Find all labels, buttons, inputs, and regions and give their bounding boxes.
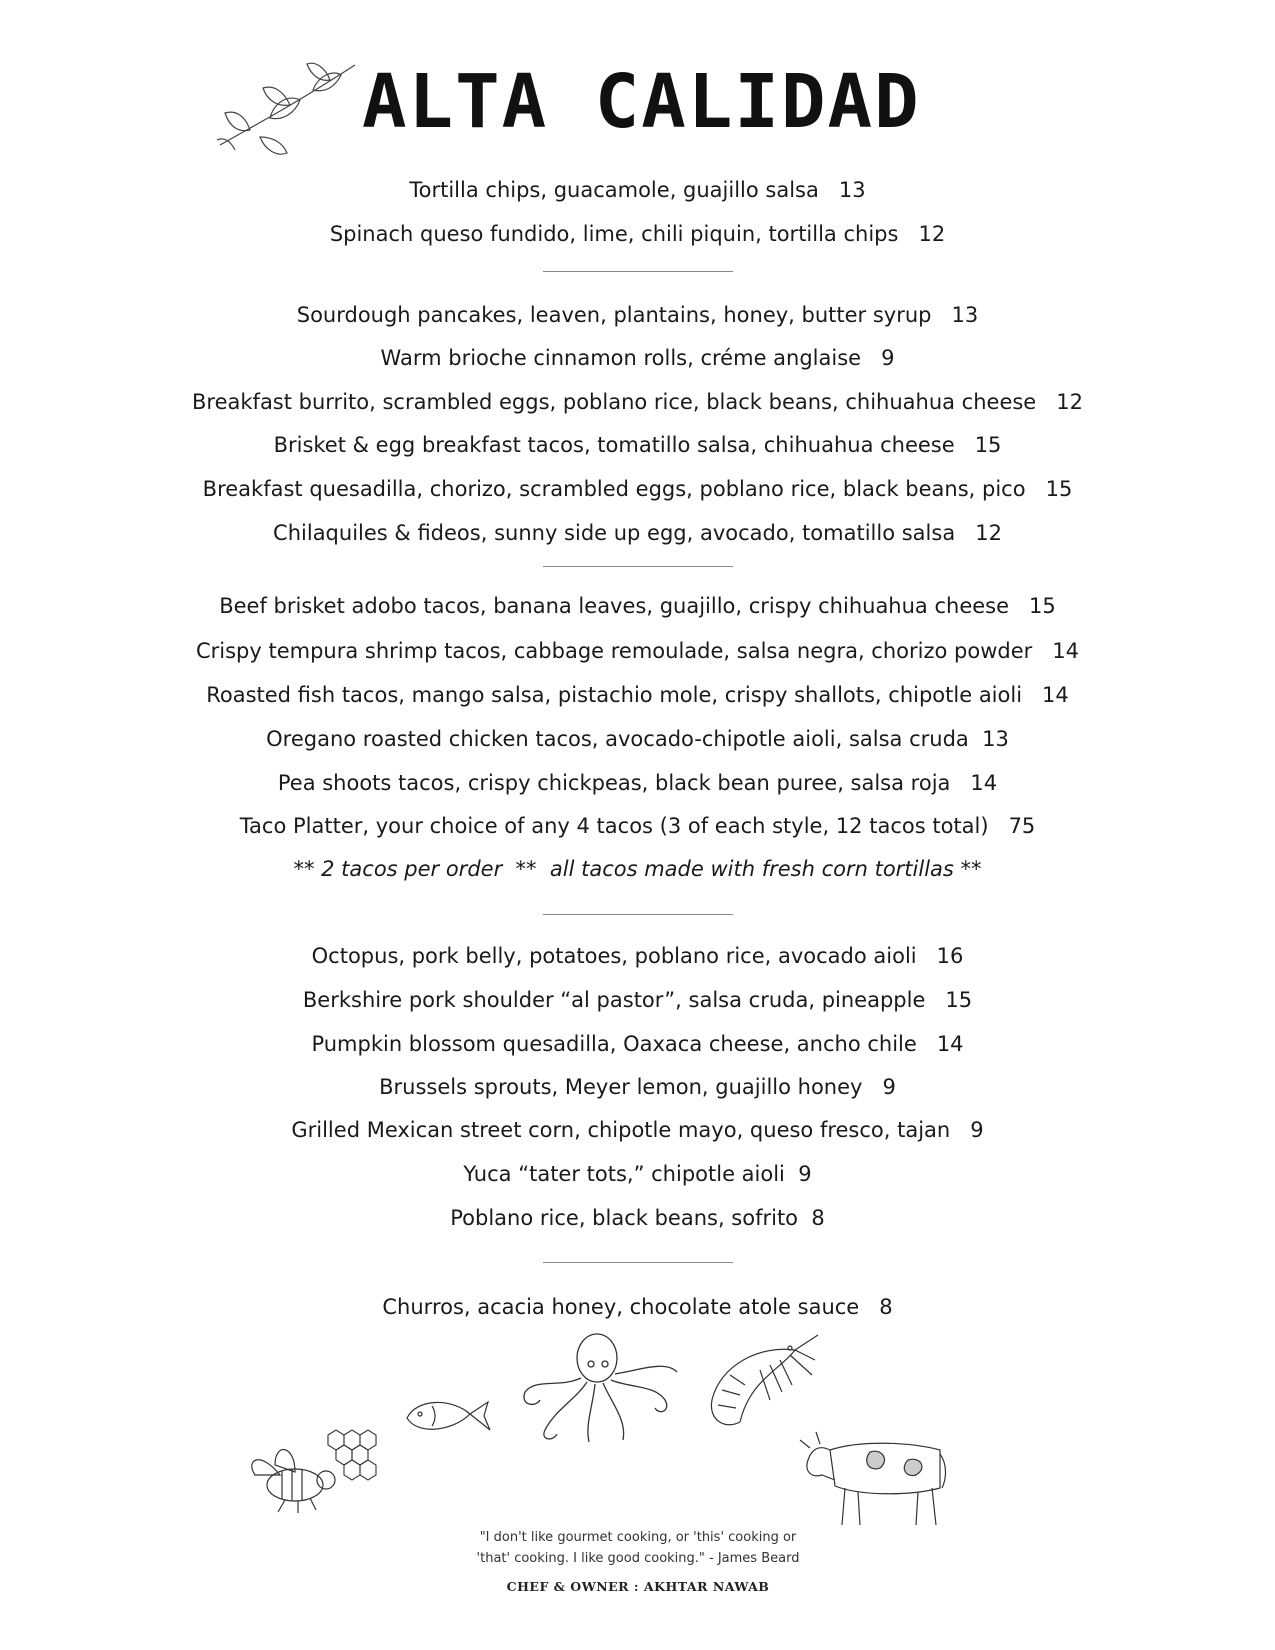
menu-item: Taco Platter, your choice of any 4 tacos (3 of each style, 12 tacos total) 75 — [239, 814, 1036, 838]
chef-credit: CHEF & OWNER : AKHTAR NAWAB — [506, 1579, 770, 1594]
menu-item: Brisket & egg breakfast tacos, tomatillo salsa, chihuahua cheese 15 — [273, 433, 1002, 457]
honeycomb-icon — [318, 1420, 388, 1490]
restaurant-title: ALTA CALIDAD — [362, 59, 921, 145]
menu-item: Tortilla chips, guacamole, guajillo salsa 13 — [409, 178, 866, 202]
menu-item: Spinach queso fundido, lime, chili piquin, tortilla chips 12 — [329, 222, 946, 246]
menu-item: Breakfast quesadilla, chorizo, scrambled eggs, poblano rice, black beans, pico 15 — [202, 477, 1073, 501]
menu-item: Churros, acacia honey, chocolate atole sauce 8 — [382, 1295, 893, 1319]
cow-icon — [790, 1420, 950, 1530]
menu-item: Pumpkin blossom quesadilla, Oaxaca cheese, ancho chile 14 — [311, 1032, 964, 1056]
menu-item: Crispy tempura shrimp tacos, cabbage remoulade, salsa negra, chorizo powder 14 — [195, 639, 1080, 663]
menu-item: Octopus, pork belly, potatoes, poblano rice, avocado aioli 16 — [311, 944, 964, 968]
menu-item: Warm brioche cinnamon rolls, créme anglaise 9 — [380, 346, 895, 370]
octopus-icon — [515, 1330, 685, 1450]
menu-item: Grilled Mexican street corn, chipotle mayo, queso fresco, tajan 9 — [291, 1118, 984, 1142]
menu-item: Yuca “tater tots,” chipotle aioli 9 — [463, 1162, 812, 1186]
menu-item: Roasted fish tacos, mango salsa, pistachio mole, crispy shallots, chipotle aioli 14 — [206, 683, 1069, 707]
fish-icon — [402, 1390, 492, 1440]
james-beard-quote — [448, 1527, 828, 1569]
section-divider — [543, 271, 733, 272]
menu-item: Pea shoots tacos, crispy chickpeas, black bean puree, salsa roja 14 — [277, 771, 998, 795]
menu-header — [0, 55, 1275, 165]
menu-item: Brussels sprouts, Meyer lemon, guajillo honey 9 — [379, 1075, 896, 1099]
menu-item: Poblano rice, black beans, sofrito 8 — [450, 1206, 825, 1230]
section-divider — [543, 566, 733, 567]
menu-item: Chilaquiles & fideos, sunny side up egg, avocado, tomatillo salsa 12 — [273, 521, 1002, 545]
menu-item: Oregano roasted chicken tacos, avocado-chipotle aioli, salsa cruda 13 — [266, 727, 1009, 751]
section-divider — [543, 1262, 733, 1263]
menu-item: Berkshire pork shoulder “al pastor”, salsa cruda, pineapple 15 — [302, 988, 973, 1012]
menu-item: Sourdough pancakes, leaven, plantains, honey, butter syrup 13 — [296, 303, 979, 327]
section-divider — [543, 914, 733, 915]
menu-item: Breakfast burrito, scrambled eggs, poblano rice, black beans, chihuahua cheese 12 — [192, 390, 1083, 414]
taco-note: ** 2 tacos per order ** all tacos made with fresh corn tortillas ** — [293, 857, 982, 881]
leaf-branch-icon — [215, 55, 365, 165]
menu-item: Beef brisket adobo tacos, banana leaves, guajillo, crispy chihuahua cheese 15 — [219, 594, 1056, 618]
quote-line: "I don't like gourmet cooking, or 'this' cooking or — [479, 1530, 797, 1545]
quote-line: 'that' cooking. I like good cooking." - James Beard — [476, 1551, 800, 1566]
